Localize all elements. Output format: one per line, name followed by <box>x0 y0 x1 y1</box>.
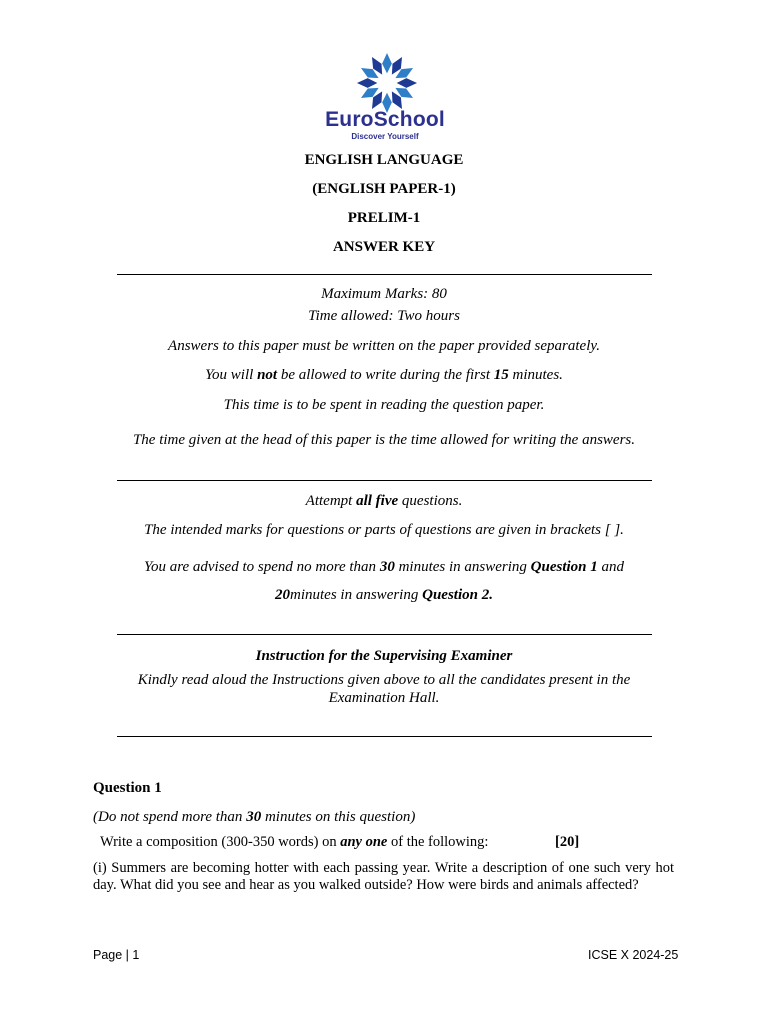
attempt-line: Attempt all five questions. <box>305 493 463 509</box>
divider <box>117 736 652 737</box>
marks-note: The intended marks for questions or parts of questions are given in brackets [ ]. <box>144 522 624 538</box>
doc-type-title: ANSWER KEY <box>332 239 436 255</box>
footer-page-number: Page | 1 <box>93 948 140 962</box>
logo-tagline: Discover Yourself <box>351 132 419 141</box>
instruction-line-1: Answers to this paper must be written on the paper provided separately. <box>168 338 600 354</box>
flower-logo-icon <box>356 52 418 114</box>
advice-line-2: 20minutes in answering Question 2. <box>275 587 493 603</box>
divider <box>117 480 652 481</box>
divider <box>117 634 652 635</box>
question-1-option-1: (i) Summers are becoming hotter with each passing year. Write a description of one such very hot day. What did you see and hear as you walked outside? How were birds and animals affected? <box>93 860 674 893</box>
school-logo <box>312 52 458 142</box>
paper-title: (ENGLISH PAPER-1) <box>312 181 456 197</box>
exam-title: PRELIM-1 <box>347 210 421 226</box>
logo-name: EuroSchool <box>325 108 445 131</box>
advice-line-1: You are advised to spend no more than 30 minutes in answering Question 1 and <box>143 559 625 575</box>
max-marks: Maximum Marks: 80 <box>321 286 447 302</box>
question-1-marks: [20] <box>555 834 580 850</box>
divider <box>117 274 652 275</box>
supervisor-text: Kindly read aloud the Instructions given above to all the candidates present in the Examination Hall. <box>137 672 631 706</box>
time-allowed: Time allowed: Two hours <box>308 308 460 324</box>
logo-petal <box>382 53 392 73</box>
instruction-line-2: You will not be allowed to write during the first 15 minutes. <box>205 367 563 383</box>
question-1-prompt: Write a composition (300-350 words) on any one of the following: <box>100 834 489 850</box>
question-1-title: Question 1 <box>93 780 162 796</box>
footer-exam-code: ICSE X 2024-25 <box>588 948 679 962</box>
logo-center <box>378 74 395 91</box>
instruction-line-3: This time is to be spent in reading the question paper. <box>223 397 545 413</box>
logo-petal <box>397 78 417 88</box>
subject-title: ENGLISH LANGUAGE <box>304 152 464 168</box>
instruction-line-4: The time given at the head of this paper is the time allowed for writing the answers. <box>132 432 636 448</box>
logo-petal <box>357 78 377 88</box>
question-1-note: (Do not spend more than 30 minutes on this question) <box>93 809 416 825</box>
supervisor-heading: Instruction for the Supervising Examiner <box>255 648 513 664</box>
